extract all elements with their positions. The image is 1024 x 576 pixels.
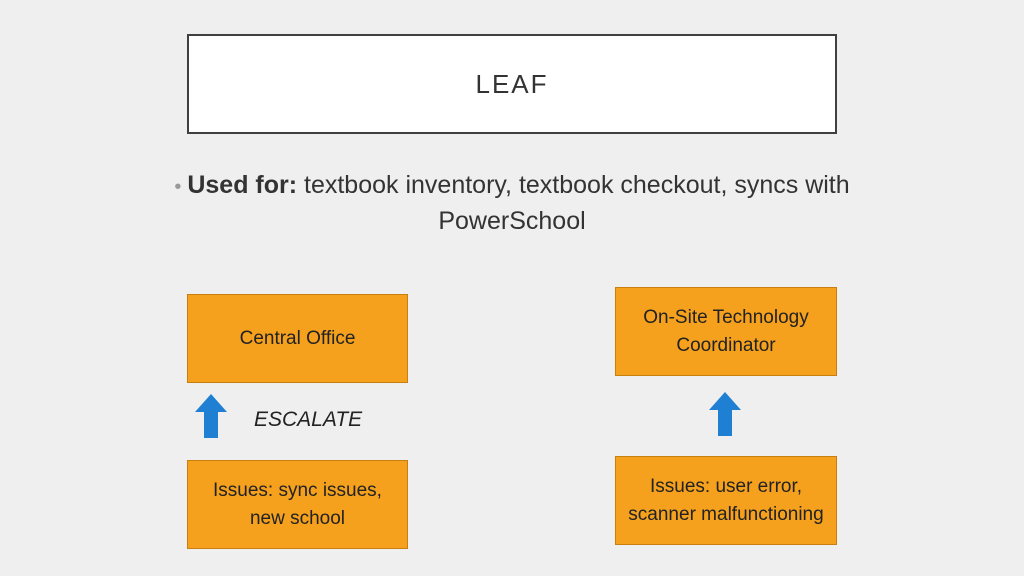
central-office-label: Central Office [239,327,356,349]
central-office-box [187,294,408,383]
slide-title: LEAF [475,68,549,99]
bullet-dot-icon: • [174,176,182,198]
issues-left-box [187,460,408,549]
up-arrow-icon-right [709,392,741,436]
issues-right-box [615,456,837,545]
issues-left-label: Issues: sync issues, new school [213,479,382,529]
onsite-coordinator-box [615,287,837,376]
bullet-text: textbook inventory, textbook checkout, syncs with PowerSchool [304,171,850,235]
bullet-label: Used for: [187,171,298,199]
title-box [187,34,837,134]
onsite-coordinator-label: On-Site Technology Coordinator [643,306,809,356]
escalate-label: ESCALATE [254,408,363,431]
issues-right-label: Issues: user error, scanner malfunctioning [628,475,824,525]
up-arrow-icon-left [195,394,227,438]
bullet-point [150,168,874,238]
